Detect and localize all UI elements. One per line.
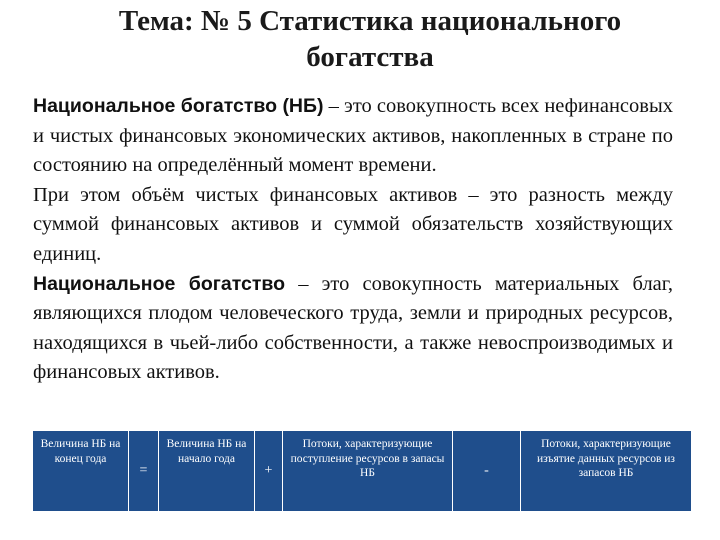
paragraph-net-assets: При этом объём чистых финансовых активов – это разность между суммой финансовых активов и суммой обязательств хозяйствующих единиц. [33,183,673,265]
definition-1-text: – это совокупность всех нефинансовых и чистых финансовых экономических активов, накопленных в стране по состоянию на определённый момент времени. [33,95,673,177]
paragraph-definition-2 [33,270,673,388]
definition-2-text: – это совокупность материальных благ, являющихся плодом человеческого труда, земли и природных ресурсов, находящихся в чьей-либо собственности, а также невоспроизводимых и финансовых активов. [33,272,673,384]
term-nb-1: Национальное богатство (НБ) [33,95,324,117]
formula-plus-label: + [264,462,273,478]
formula-box-inflows-label: Потоки, характеризующие поступление ресурсов в запасы НБ [290,438,445,479]
slide-title-line-1: Тема: № 5 Статистика национального [118,5,622,37]
formula-minus-label: - [484,462,489,478]
formula-equals-sign [129,431,159,511]
formula-box-end-of-year [33,431,129,511]
formula-minus-sign [453,431,521,511]
formula-box-inflows [283,431,453,511]
slide-title-line-2: богатства [306,41,434,73]
formula-box-outflows-label: Потоки, характеризующие изъятие данных ресурсов из запасов НБ [537,438,675,479]
body-text [33,92,673,388]
term-nb-2: Национальное богатство [33,272,286,295]
formula-box-start-of-year-label: Величина НБ на начало года [166,438,247,465]
slide-title [70,3,670,75]
formula-box-start-of-year [159,431,255,511]
formula-equals-label: = [139,462,148,478]
formula-box-outflows [521,431,691,511]
formula-box-end-of-year-label: Величина НБ на конец года [40,438,121,465]
paragraph-definition-1 [33,92,673,181]
balance-formula [33,431,691,511]
formula-plus-sign [255,431,283,511]
